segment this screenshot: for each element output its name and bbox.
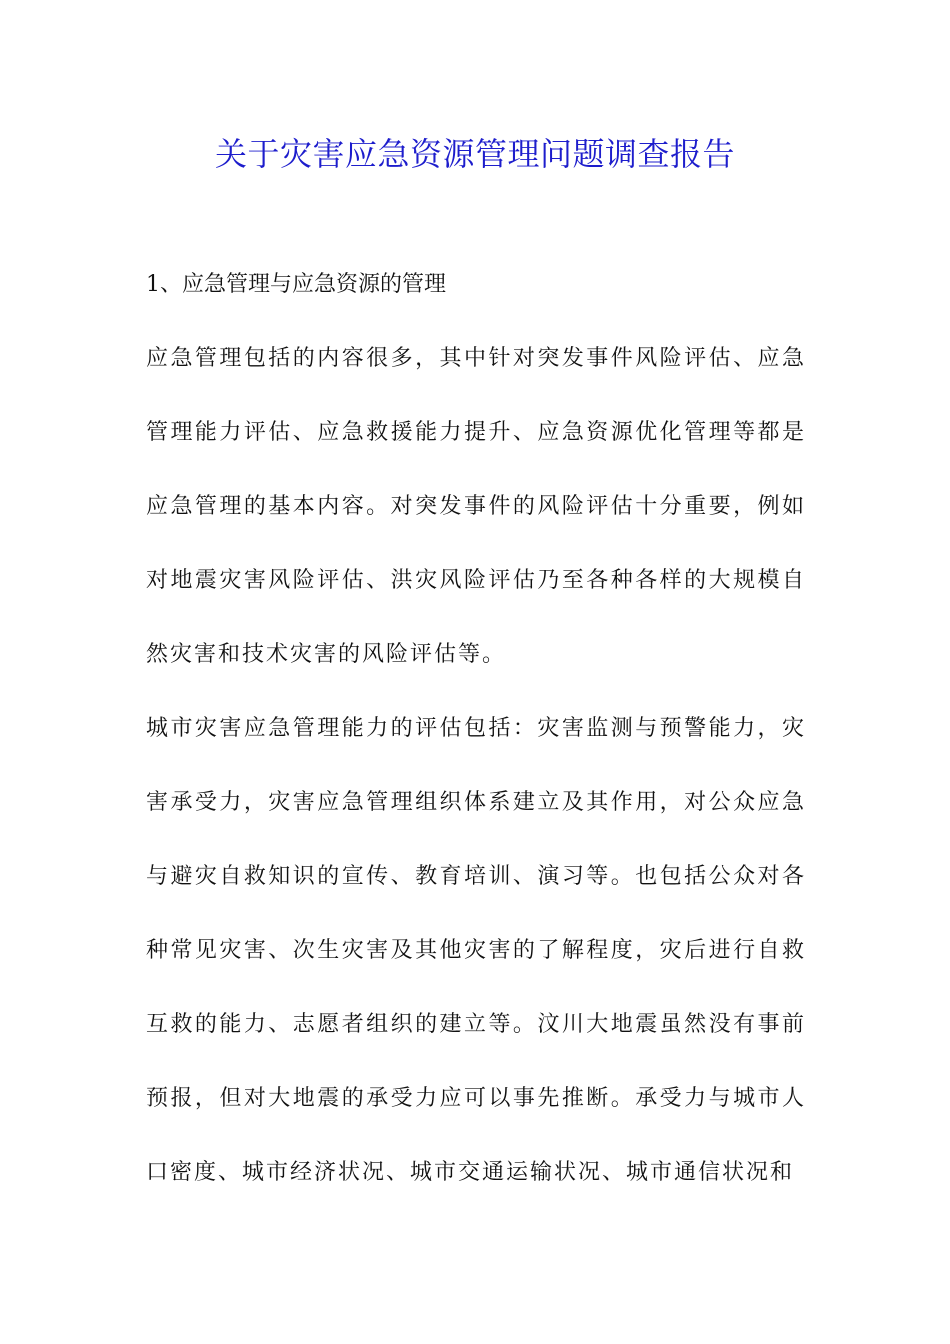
section-heading: 1、应急管理与应急资源的管理 [146, 272, 446, 297]
paragraph-1: 应急管理包括的内容很多，其中针对突发事件风险评估、应急管理能力评估、应急救援能力提升、应急资源优化管理等都是应急管理的基本内容。对突发事件的风险评估十分重要，例如对地震灾害风险评估、洪灾风险评估乃至各种各样的大规模自然灾害和技术灾害的风险评估等。 [146, 346, 806, 667]
document-title: 关于灾害应急资源管理问题调查报告 [214, 135, 735, 173]
document-body [146, 260, 806, 1210]
paragraph-2: 城市灾害应急管理能力的评估包括：灾害监测与预警能力，灾害承受力，灾害应急管理组织体系建立及其作用，对公众应急与避灾自救知识的宣传、教育培训、演习等。也包括公众对各种常见灾害、次生灾害及其他灾害的了解程度，灾后进行自救互救的能力、志愿者组织的建立等。汶川大地震虽然没有事前预报，但对大地震的承受力应可以事先推断。承受力与城市人口密度、城市经济状况、城市交通运输状况、城市通信状况和 [146, 716, 806, 1185]
